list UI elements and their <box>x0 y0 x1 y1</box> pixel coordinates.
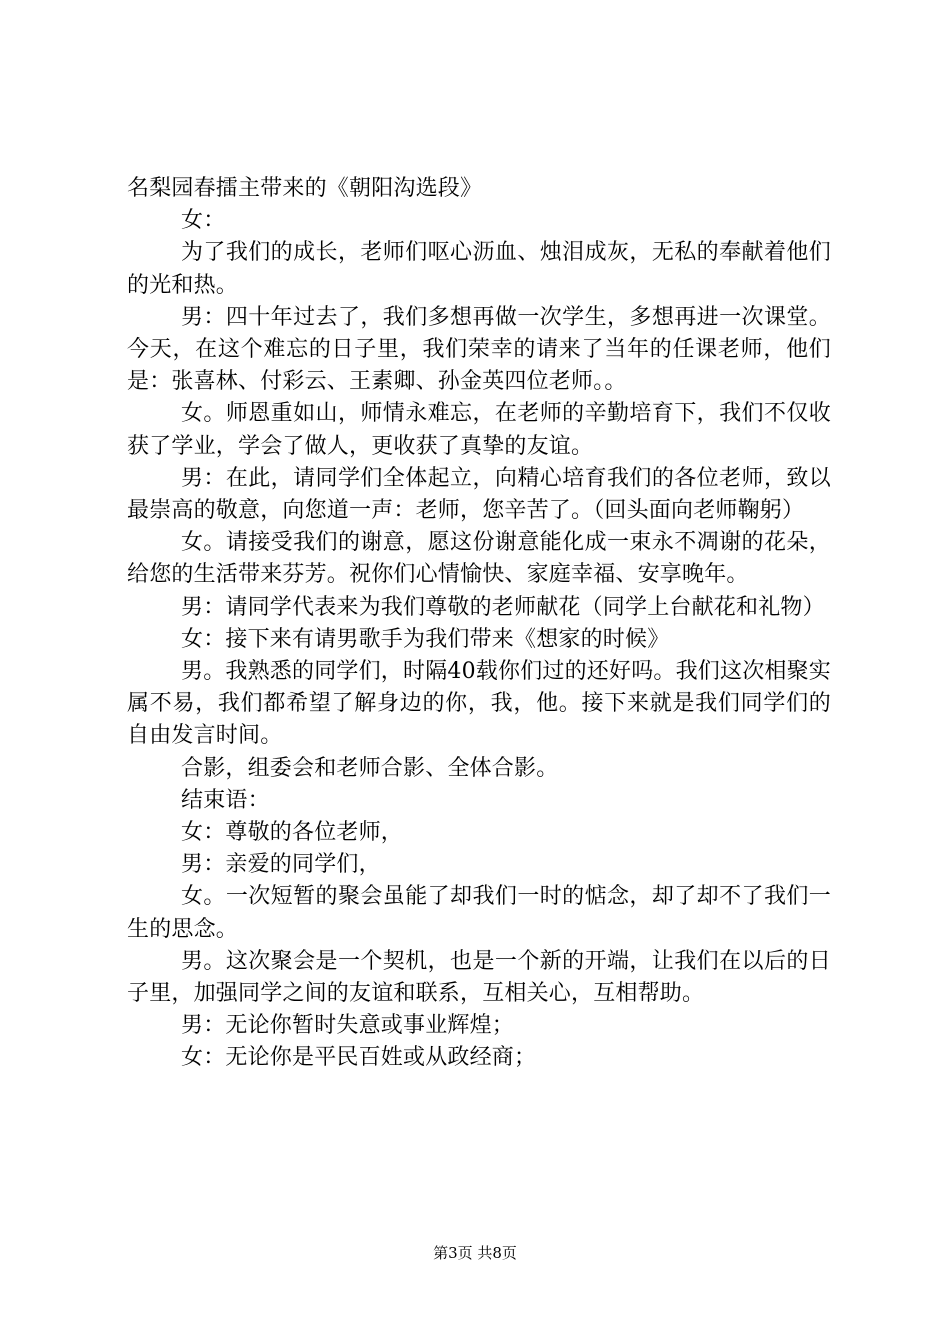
paragraph: 男：无论你暂时失意或事业辉煌； <box>181 1013 515 1039</box>
paragraph: 女：尊敬的各位老师， <box>181 820 404 846</box>
paragraph: 男：在此，请同学们全体起立，向精心培育我们的各位老师，致以最崇高的敬意，向您道一声：老师，您辛苦了。（回头面向老师鞠躬） <box>127 465 831 524</box>
paragraph: 女。师恩重如山，师情永难忘，在老师的辛勤培育下，我们不仅收获了学业，学会了做人，更收获了真挚的友谊。 <box>127 401 831 459</box>
paragraph: 男：亲爱的同学们， <box>181 852 381 878</box>
paragraph: 男。我熟悉的同学们，时隔40载你们过的还好吗。我们这次相聚实属不易，我们都希望了解身边的你，我，他。接下来就是我们同学们的自由发言时间。 <box>127 659 831 749</box>
paragraph: 女：接下来有请男歌手为我们带来《想家的时候》 <box>181 626 670 652</box>
paragraph: 男：四十年过去了，我们多想再做一次学生，多想再进一次课堂。今天，在这个难忘的日子里，我们荣幸的请来了当年的任课老师，他们是：张喜林、付彩云、王素卿、孙金英四位老师。。 <box>127 304 831 395</box>
paragraph: 女。请接受我们的谢意，愿这份谢意能化成一束永不凋谢的花朵，给您的生活带来芬芳。祝你们心情愉快、家庭幸福、安享晚年。 <box>127 530 831 588</box>
paragraph: 男：请同学代表来为我们尊敬的老师献花（同学上台献花和礼物） <box>181 594 825 620</box>
paragraph: 名梨园春擂主带来的《朝阳沟选段》 <box>127 176 483 201</box>
document-body <box>127 173 831 1075</box>
paragraph: 结束语： <box>181 787 270 813</box>
paragraph: 为了我们的成长，老师们呕心沥血、烛泪成灰，无私的奉献着他们的光和热。 <box>127 240 831 298</box>
paragraph: 女： <box>181 208 226 234</box>
paragraph: 女。一次短暂的聚会虽能了却我们一时的惦念，却了却不了我们一生的思念。 <box>127 884 831 942</box>
paragraph: 女：无论你是平民百姓或从政经商； <box>181 1045 537 1071</box>
paragraph: 合影，组委会和老师合影、全体合影。 <box>181 755 559 781</box>
page-footer: 第3页 共8页 <box>433 1244 517 1262</box>
paragraph: 男。这次聚会是一个契机，也是一个新的开端，让我们在以后的日子里，加强同学之间的友谊和联系，互相关心，互相帮助。 <box>127 948 831 1007</box>
